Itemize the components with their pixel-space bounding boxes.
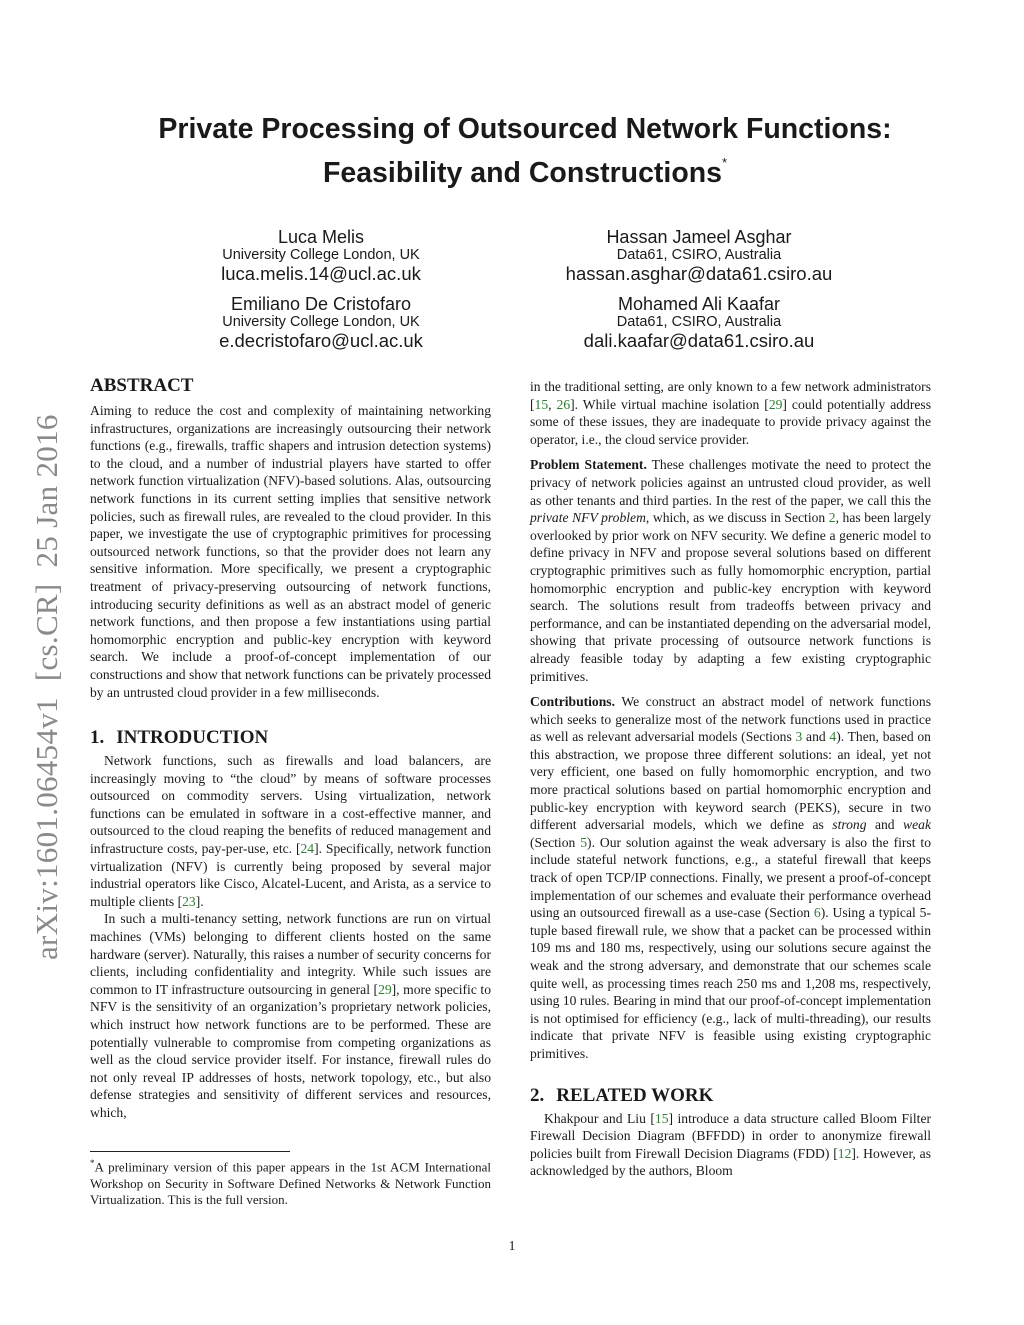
emphasis: private NFV problem (530, 510, 646, 526)
section-link[interactable]: 4 (829, 729, 837, 745)
text-run: , has been largely overlooked by prior work on NFV security. We define a generic model to define privacy in NFV and propose several solutions based on different cryptographic primitives such as fully homomorphic encryption, partial homomorphic encryption and public-key encryption with keyword search. The solutions result from tradeoffs between privacy and performance, and can be instantiated depending on the adversarial model, showing that private processing of outsource network functions is already feasible today by adapting a few existing cryptographic primitives. (530, 510, 931, 684)
citation-link[interactable]: 15 (534, 396, 549, 412)
right-column (530, 378, 931, 1180)
citation-link[interactable]: 29 (378, 981, 392, 997)
arxiv-category: [cs.CR] (29, 583, 64, 682)
footnote (90, 1155, 491, 1209)
author-affiliation: University College London, UK (222, 247, 420, 263)
citation-link[interactable]: 15 (654, 1110, 669, 1126)
citation-link[interactable]: 23 (182, 893, 196, 909)
run-in-heading: Contributions. (530, 694, 615, 710)
text-run: ]. Specifically, network function virtualization (NFV) is currently being proposed by several major industrial operators like Cisco, Alcatel-Lucent, and Arista, as a service to multiple clients [ (90, 841, 492, 909)
paper-title (100, 113, 950, 190)
author-name: Emiliano De Cristofaro (230, 294, 412, 314)
section-heading-introduction (90, 727, 491, 749)
text-run: and (866, 817, 904, 833)
author-block (151, 227, 491, 284)
section-number: 1. (90, 727, 105, 749)
author-name: Mohamed Ali Kaafar (617, 294, 781, 314)
abstract-text: Aiming to reduce the cost and complexity of maintaining networking infrastructures, organizations are increasingly outsourcing their network functions (e.g., firewalls, traffic shapers and intrusion detection systems) to the cloud, and a number of industrial players have started to offer network function virtualization (NFV)-based solutions. Alas, outsourcing network functions in its current setting implies that sensitive network policies, such as firewall rules, are revealed to the cloud provider. In this paper, we investigate the use of cryptographic primitives for processing outsourced network functions, so that the provider does not learn any sensitive information. More specifically, we present a cryptographic treatment of privacy-preserving outsourcing of network functions, introducing security definitions as well as an abstract model of generic network functions, and then propose a few instantiations using partial homomorphic encryption and public-key encryption with keyword search. We include a proof-of-concept implementation of our constructions and show that network functions can be privately processed by an untrusted cloud provider in a few milliseconds. (90, 403, 491, 700)
text-run: Network functions, such as firewalls and load balancers, are increasingly moving to “the cloud” by means of software processes outsourced on commodity servers. Using virtualization, network functions can be emulated in software in a cost-effective manner, and outsourced to the cloud reaping the benefits of reduced management and infrastructure costs, pay-per-use, etc. [ (90, 753, 491, 857)
text-run: We construct an abstract model of network functions which seeks to generalize most of the network functions used in practice as well as relevant adversarial models (Sections (530, 694, 931, 745)
section-link[interactable]: 6 (813, 905, 821, 921)
author-affiliation: University College London, UK (222, 314, 420, 330)
text-run: and (802, 729, 830, 745)
title-line-2: Feasibility and Constructions (322, 157, 722, 189)
section-title: RELATED WORK (556, 1084, 714, 1106)
page-number: 1 (508, 1238, 516, 1253)
intro-paragraph-1 (90, 752, 491, 910)
text-run: These challenges motivate the need to protect the privacy of network policies against an untrusted cloud provider, as well as other tenants and third parties. In the rest of the paper, we call this the (530, 457, 931, 508)
text-run: ). Our solution against the weak adversary is also the first to include stateful network functions, e.g., a stateful firewall that keeps track of open TCP/IP connections. Finally, we present a proof-of-concept implementation of our schemes and evaluate their performance overhead using an outsourced firewall as a use-case (Section (530, 834, 931, 921)
emphasis: strong (832, 817, 867, 833)
abstract-heading: ABSTRACT (90, 375, 194, 396)
footnote-rule (90, 1151, 290, 1152)
section-number: 2. (530, 1084, 545, 1106)
text-run: ], more specific to NFV is the sensitivity of an organization’s proprietary network policies, which instruct how network functions are to be performed. These are potentially vulnerable to compromise from competing organizations as well as the cloud service provider itself. For instance, firewall rules do not only reveal IP addresses of hosts, network topology, etc., but also defense strategies and sensitivity of different services and resources, which, (90, 981, 491, 1120)
intro-continuation (530, 378, 931, 448)
author-block (151, 294, 491, 351)
related-work-paragraph (530, 1110, 931, 1180)
author-email[interactable]: dali.kaafar@data61.csiro.au (583, 330, 815, 351)
section-heading-related-work (530, 1085, 931, 1107)
author-block (529, 227, 869, 284)
text-run: ]. (195, 893, 204, 909)
section-link[interactable]: 3 (795, 729, 803, 745)
text-run: ]. However, as acknowledged by the authors, Bloom (530, 1145, 931, 1179)
author-block (529, 294, 869, 351)
problem-statement-paragraph (530, 456, 931, 685)
text-run: ] introduce a data structure called Bloom Filter Firewall Decision Diagram (BFFDD) in order to anonymize firewall policies built from Firewall Decision Diagrams (FDD) [ (530, 1110, 932, 1161)
author-email[interactable]: luca.melis.14@ucl.ac.uk (221, 263, 421, 284)
text-run: ] could potentially address some of these issues, they are inadequate to provide privacy against the operator, i.e., the cloud service provider. (530, 396, 931, 447)
arxiv-identifier-sidebar (22, 360, 72, 960)
section-link[interactable]: 2 (828, 510, 836, 526)
title-line-1: Private Processing of Outsourced Network Functions: (158, 113, 892, 145)
intro-paragraph-2 (90, 910, 491, 1121)
left-column (90, 375, 491, 1122)
author-affiliation: Data61, CSIRO, Australia (616, 314, 782, 330)
text-run: , which, as we discuss in Section (645, 510, 829, 526)
section-link[interactable]: 5 (580, 834, 588, 850)
citation-link[interactable]: 26 (556, 396, 571, 412)
author-name: Hassan Jameel Asghar (606, 227, 792, 247)
citation-link[interactable]: 24 (300, 841, 315, 857)
arxiv-date: 25 Jan 2016 (29, 414, 64, 568)
emphasis: weak (903, 817, 931, 833)
citation-link[interactable]: 12 (837, 1145, 852, 1161)
text-run: in the traditional setting, are only known to a few network administrators [ (530, 379, 931, 412)
text-run: ]. While virtual machine isolation [ (570, 396, 769, 412)
text-run: Khakpour and Liu [ (544, 1110, 655, 1126)
author-email[interactable]: e.decristofaro@ucl.ac.uk (219, 330, 423, 351)
author-affiliation: Data61, CSIRO, Australia (616, 247, 782, 263)
text-run: , (548, 396, 557, 412)
text-run: ). Then, based on this abstraction, we propose three different solutions: an ideal, yet not very efficient, one based on fully homomorphic encryption, and two more practical solutions based on partial homomorphic encryption and public-key encryption with keyword search (PEKS), secure in two different adversarial models, which we define as (530, 729, 931, 833)
footnote-text: A preliminary version of this paper appears in the 1st ACM International Workshop on Security in Software Defined Networks & Network Function Virtualization. This is the full version. (90, 1159, 491, 1208)
text-run: (Section (530, 834, 581, 850)
run-in-heading: Problem Statement. (530, 457, 647, 473)
text-run: ). Using a typical 5-tuple based firewall rule, we show that a packet can be processed within 109 ms and 180 ms, respectively, using our solutions secure against the weak and the strong adversary, and demonstrate that our schemes scale quite well, as processing times reach 250 ms and 1,208 ms, respectively, using 10 rules. Bearing in mind that our proof-of-concept implementation is not optimised for efficiency (e.g., lack of multi-threading), our results indicate that private NFV is feasible using existing cryptographic primitives. (530, 905, 931, 1061)
section-title: INTRODUCTION (116, 727, 269, 749)
author-email[interactable]: hassan.asghar@data61.csiro.au (565, 263, 833, 284)
title-footnote-mark: * (722, 155, 728, 170)
text-run: In such a multi-tenancy setting, network functions are run on virtual machines (VMs) belonging to different clients hosted on the same hardware (server). Naturally, this raises a number of security concerns for clients, including confidentiality and integrity. While such issues are common to IT infrastructure outsourcing in general [ (90, 911, 491, 997)
author-name: Luca Melis (277, 227, 365, 247)
citation-link[interactable]: 29 (768, 396, 783, 412)
footnote-mark: * (90, 1158, 95, 1168)
arxiv-id: arXiv:1601.06454v1 (29, 697, 64, 960)
contributions-paragraph (530, 693, 931, 1062)
